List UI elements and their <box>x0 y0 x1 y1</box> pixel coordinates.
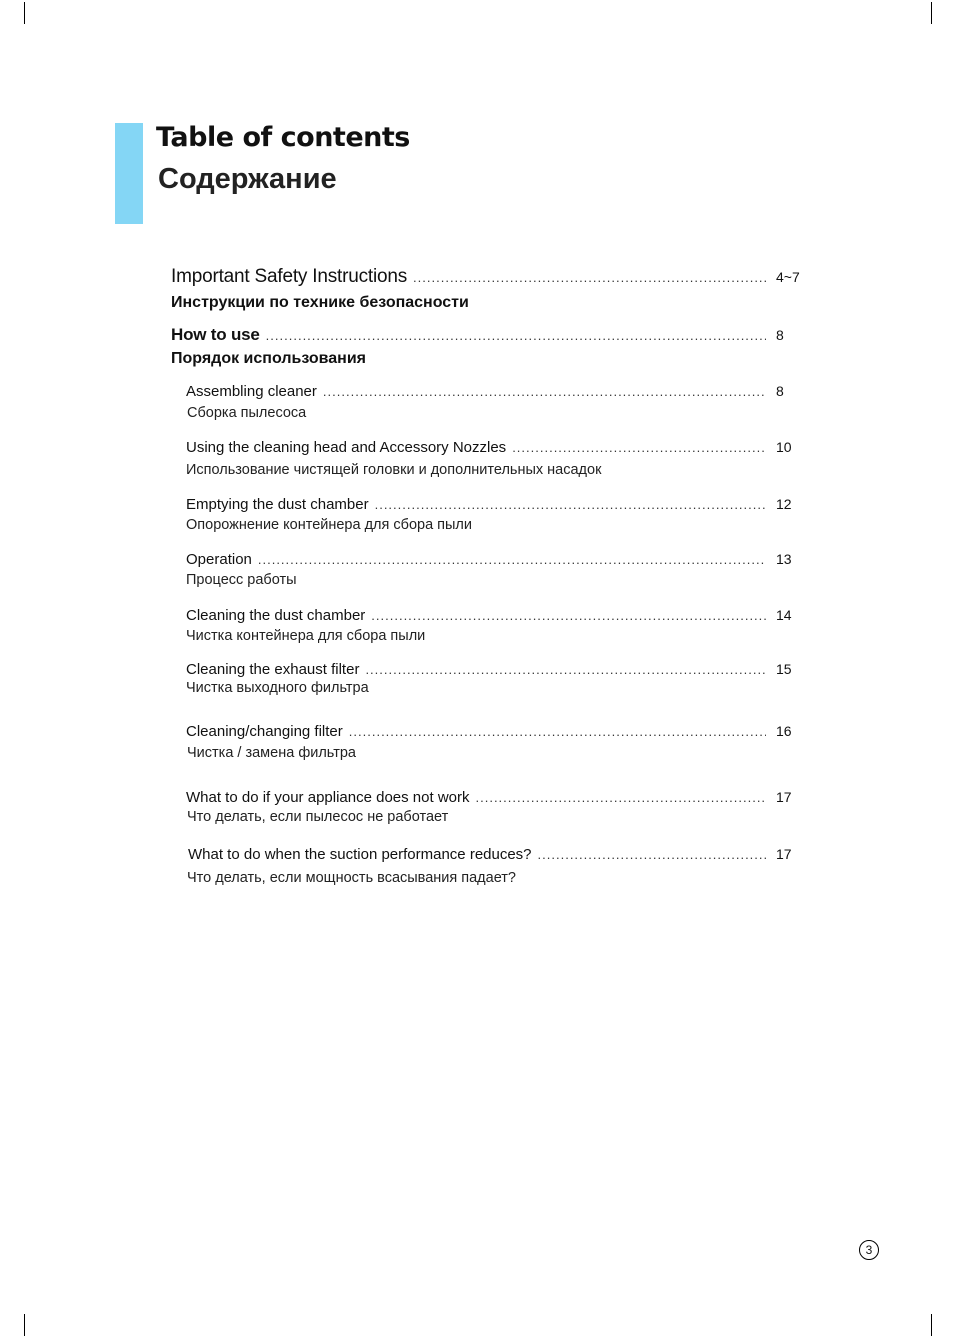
toc-entry-label: What to do if your appliance does not work <box>186 789 470 806</box>
toc-entry-page: 14 <box>776 607 792 623</box>
toc-entry-ru: Инструкции по технике безопасности <box>171 294 469 311</box>
toc-leader-dots <box>476 790 767 805</box>
toc-entry-ru: Что делать, если пылесос не работает <box>187 809 449 825</box>
crop-mark-bottom-left <box>24 1314 25 1336</box>
toc-entry-page: 12 <box>776 496 792 512</box>
toc-entry-assembling[interactable] <box>186 383 810 400</box>
toc-entry-label: Cleaning the dust chamber <box>186 607 366 624</box>
toc-leader-dots <box>538 847 766 862</box>
page-title-ru: Содержание <box>158 163 337 195</box>
toc-entry-label: Operation <box>186 551 252 568</box>
crop-mark-top-right <box>931 2 932 24</box>
toc-entry-ru: Процесс работы <box>186 572 297 588</box>
toc-entry-ru: Порядок использования <box>171 350 367 367</box>
toc-entry-page: 17 <box>776 846 792 862</box>
toc-entry-label: Cleaning the exhaust filter <box>186 661 360 678</box>
toc-entry-cleaning-head[interactable] <box>186 439 810 456</box>
toc-entry-label: Assembling cleaner <box>186 383 317 400</box>
toc-leader-dots <box>258 552 766 567</box>
toc-entry-how-to-use[interactable] <box>171 325 810 345</box>
toc-entry-does-not-work[interactable] <box>186 789 810 806</box>
crop-mark-top-left <box>24 2 25 24</box>
toc-entry-ru: Что делать, если мощность всасывания падает? <box>187 870 516 886</box>
toc-entry-ru: Использование чистящей головки и дополнительных насадок <box>186 462 602 478</box>
toc-entry-exhaust-filter[interactable] <box>186 661 810 678</box>
toc-leader-dots <box>413 270 766 285</box>
toc-leader-dots <box>365 662 766 677</box>
toc-entry-page: 16 <box>776 723 792 739</box>
toc-entry-label: Cleaning/changing filter <box>186 723 343 740</box>
toc-entry-ru: Чистка / замена фильтра <box>187 745 356 761</box>
toc-entry-label: Emptying the dust chamber <box>186 496 369 513</box>
toc-entry-label: Using the cleaning head and Accessory Nozzles <box>186 439 507 456</box>
toc-entry-ru: Чистка контейнера для сбора пыли <box>186 628 426 644</box>
toc-entry-suction-reduces[interactable] <box>188 846 810 863</box>
toc-entry-ru: Опорожнение контейнера для сбора пыли <box>186 517 472 533</box>
toc-entry-cleaning-dust-chamber[interactable] <box>186 607 810 624</box>
toc-entry-page: 8 <box>776 327 784 343</box>
toc-leader-dots <box>375 497 766 512</box>
toc-leader-dots <box>266 328 766 343</box>
toc-entry-page: 8 <box>776 383 784 399</box>
toc-entry-page: 15 <box>776 661 792 677</box>
toc-entry-page: 13 <box>776 551 792 567</box>
toc-entry-safety[interactable] <box>171 266 810 288</box>
toc-entry-page: 4~7 <box>776 269 800 285</box>
crop-mark-bottom-right <box>931 1314 932 1336</box>
toc-entry-label: How to use <box>171 325 260 344</box>
toc-entry-page: 17 <box>776 789 792 805</box>
toc-entry-ru: Сборка пылесоса <box>187 405 307 421</box>
toc-entry-emptying[interactable] <box>186 496 810 513</box>
toc-leader-dots <box>512 440 766 455</box>
toc-entry-operation[interactable] <box>186 551 810 568</box>
toc-leader-dots <box>349 724 766 739</box>
toc-entry-page: 10 <box>776 439 792 455</box>
title-accent-bar <box>115 123 143 224</box>
toc-entry-ru: Чистка выходного фильтра <box>186 680 369 696</box>
toc-entry-changing-filter[interactable] <box>186 723 810 740</box>
page-number: 3 <box>859 1240 879 1260</box>
toc-leader-dots <box>323 384 766 399</box>
page-title-en: Table of contents <box>156 122 410 153</box>
toc-entry-label: What to do when the suction performance reduces? <box>188 846 532 863</box>
toc-entry-label: Important Safety Instructions <box>171 266 408 287</box>
toc-leader-dots <box>371 608 766 623</box>
